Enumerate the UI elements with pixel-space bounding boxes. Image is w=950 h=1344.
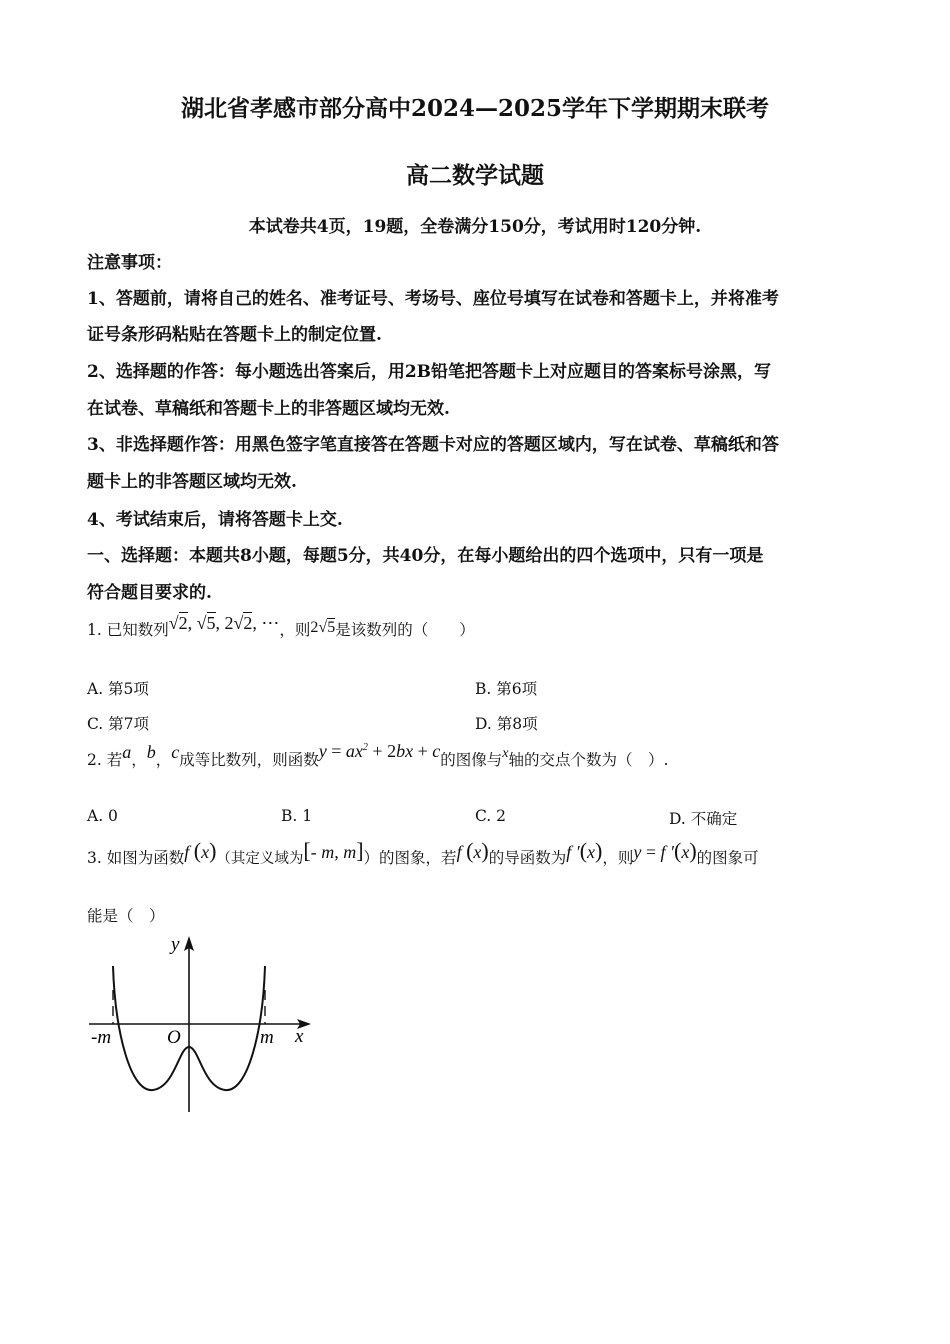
question-1-mid: ，则 <box>279 621 311 639</box>
function-graph <box>85 930 325 1120</box>
question-1-option-d[interactable]: D. 第8项 <box>475 715 538 733</box>
question-1-suffix: 是该数列的（ ） <box>335 621 475 639</box>
question-3-f-of-x: f (x) <box>184 838 217 863</box>
question-2-option-b[interactable]: B. 1 <box>281 807 313 825</box>
question-1-prefix: 1. 已知数列 <box>87 621 169 639</box>
question-2-stem <box>87 741 669 770</box>
y-axis-label: y <box>171 934 180 955</box>
question-2-comma-2: ， <box>155 751 172 769</box>
question-1-term-formula: 2√5 <box>310 619 336 636</box>
right-endpoint-label: m <box>260 1027 274 1048</box>
left-endpoint-label: -m <box>91 1027 112 1048</box>
question-2-option-d[interactable]: D. 不确定 <box>669 810 738 828</box>
x-axis-label: x <box>295 1026 304 1047</box>
question-1-option-c[interactable]: C. 第7项 <box>87 715 150 733</box>
question-3-part-3: ）的图象，若 <box>363 849 457 867</box>
question-3-domain: [- m, m] <box>303 838 364 863</box>
question-2-function-formula: $y = ax^2 + 2bx + c$ <box>318 741 441 761</box>
notice-item-2-line-2: 在试卷、草稿纸和答题卡上的非答题区域均无效. <box>87 399 450 419</box>
question-2-option-a[interactable]: A. 0 <box>87 807 118 825</box>
notice-item-1-line-1: 1、答题前，请将自己的姓名、准考证号、考场号、座位号填写在试卷和答题卡上，并将准考 <box>87 289 779 309</box>
question-2-suffix-2: 轴的交点个数为（ ）. <box>508 751 669 769</box>
notice-item-3-line-1: 3、非选择题作答：用黑色签字笔直接答在答题卡对应的答题区域内，写在试卷、草稿纸和答 <box>87 435 779 455</box>
question-2-suffix-1: 的图像与 <box>440 751 503 769</box>
notice-heading: 注意事项： <box>87 253 172 273</box>
exam-info: 本试卷共4页，19题，全卷满分150分，考试用时120分钟. <box>248 217 702 237</box>
notice-item-1-line-2: 证号条形码粘贴在答题卡上的制定位置. <box>87 325 382 345</box>
notice-item-4: 4、考试结束后，请将答题卡上交. <box>87 510 343 530</box>
question-2-comma-1: ， <box>131 751 147 769</box>
question-1-option-a[interactable]: A. 第5项 <box>87 680 149 698</box>
origin-label: O <box>167 1027 181 1048</box>
question-2-var-b: b <box>146 742 156 762</box>
section-1-heading-line-1: 一、选择题：本题共8小题，每题5分，共40分，在每小题给出的四个选项中，只有一项是 <box>87 546 764 566</box>
question-1-sequence-formula: √2, √5, 2√2, ⋯ <box>168 613 280 633</box>
question-3-stem <box>87 838 759 869</box>
question-3-part-2: （其定义域为 <box>216 851 304 867</box>
question-3-prefix: 3. 如图为函数 <box>87 849 185 867</box>
exam-title: 湖北省孝感市部分高中2024—2025学年下学期期末联考 <box>180 95 770 122</box>
question-2-var-x: x <box>502 746 509 761</box>
notice-item-3-line-2: 题卡上的非答题区域均无效. <box>87 472 297 492</box>
question-3-line-2: 能是（ ） <box>87 907 165 925</box>
exam-subtitle: 高二数学试题 <box>406 162 544 189</box>
question-3-derivative: f ′(x) <box>566 838 603 863</box>
question-3-derivative-function: y = f ′(x) <box>633 838 697 863</box>
question-3-part-5: ，则 <box>602 849 634 867</box>
question-1-stem <box>87 613 475 640</box>
question-2-var-a: a <box>122 742 132 762</box>
notice-item-2-line-1: 2、选择题的作答：每小题选出答案后，用2B铅笔把答题卡上对应题目的答案标号涂黑，写 <box>87 362 772 382</box>
question-2-var-c: c <box>171 742 180 762</box>
question-3-part-4: 的导函数为 <box>488 849 567 867</box>
question-1-option-b[interactable]: B. 第6项 <box>475 680 538 698</box>
section-1-heading-line-2: 符合题目要求的. <box>87 583 212 603</box>
question-2-option-c[interactable]: C. 2 <box>475 807 507 825</box>
question-3-part-6: 的图象可 <box>696 849 759 867</box>
question-2-prefix: 2. 若 <box>87 751 123 769</box>
question-3-f-of-x-2: f (x) <box>456 838 489 863</box>
question-2-mid: 成等比数列，则函数 <box>179 751 319 769</box>
